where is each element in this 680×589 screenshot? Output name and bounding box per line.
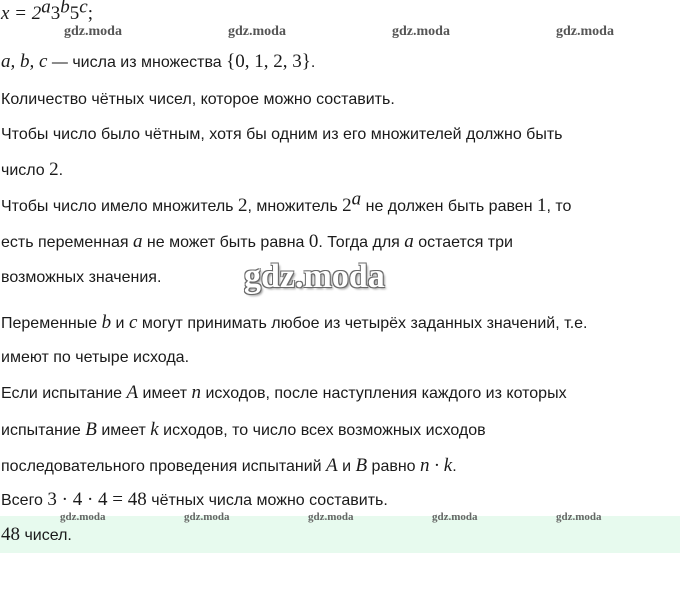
watermark-large: gdz.moda	[244, 258, 385, 295]
text-line: есть переменная a не может быть равна 0. Тогда для a остается три	[1, 231, 513, 252]
text-line: возможных значения.	[1, 269, 162, 286]
text-line: Если испытание A имеет n исходов, после наступления каждого из которых	[1, 382, 567, 403]
text-line: испытание B имеет k исходов, то число всех возможных исходов	[1, 419, 486, 440]
text-line: имеют по четыре исхода.	[1, 349, 190, 366]
watermark: gdz.moda	[392, 24, 450, 39]
text-line: Количество чётных чисел, которое можно составить.	[1, 91, 395, 108]
watermark: gdz.moda	[556, 511, 602, 523]
text-line: Чтобы число было чётным, хотя бы одним из его множителей должно быть	[1, 126, 563, 143]
text-line: Чтобы число имело множитель 2, множитель 2$^a$ не должен быть равен 1, то	[1, 188, 572, 216]
watermark: gdz.moda	[308, 511, 354, 523]
set-line: a, b, c — числа из множества {0, 1, 2, 3}.	[1, 51, 316, 72]
text-line: Всего 3 · 4 · 4 = 48 чётных числа можно составить.	[1, 489, 388, 510]
watermark: gdz.moda	[60, 511, 106, 523]
text-line: последовательного проведения испытаний A и B равно n · k.	[1, 455, 457, 476]
text-line: Переменные b и c могут принимать любое из четырёх заданных значений, т.е.	[1, 312, 588, 333]
watermark: gdz.moda	[228, 24, 286, 39]
text-line: число 2.	[1, 159, 64, 180]
answer-text: 48 чисел.	[1, 524, 72, 545]
watermark: gdz.moda	[556, 24, 614, 39]
formula-line: $x = 2^a3^b5^c$;	[1, 0, 93, 24]
watermark: gdz.moda	[432, 511, 478, 523]
watermark: gdz.moda	[64, 24, 122, 39]
watermark: gdz.moda	[184, 511, 230, 523]
